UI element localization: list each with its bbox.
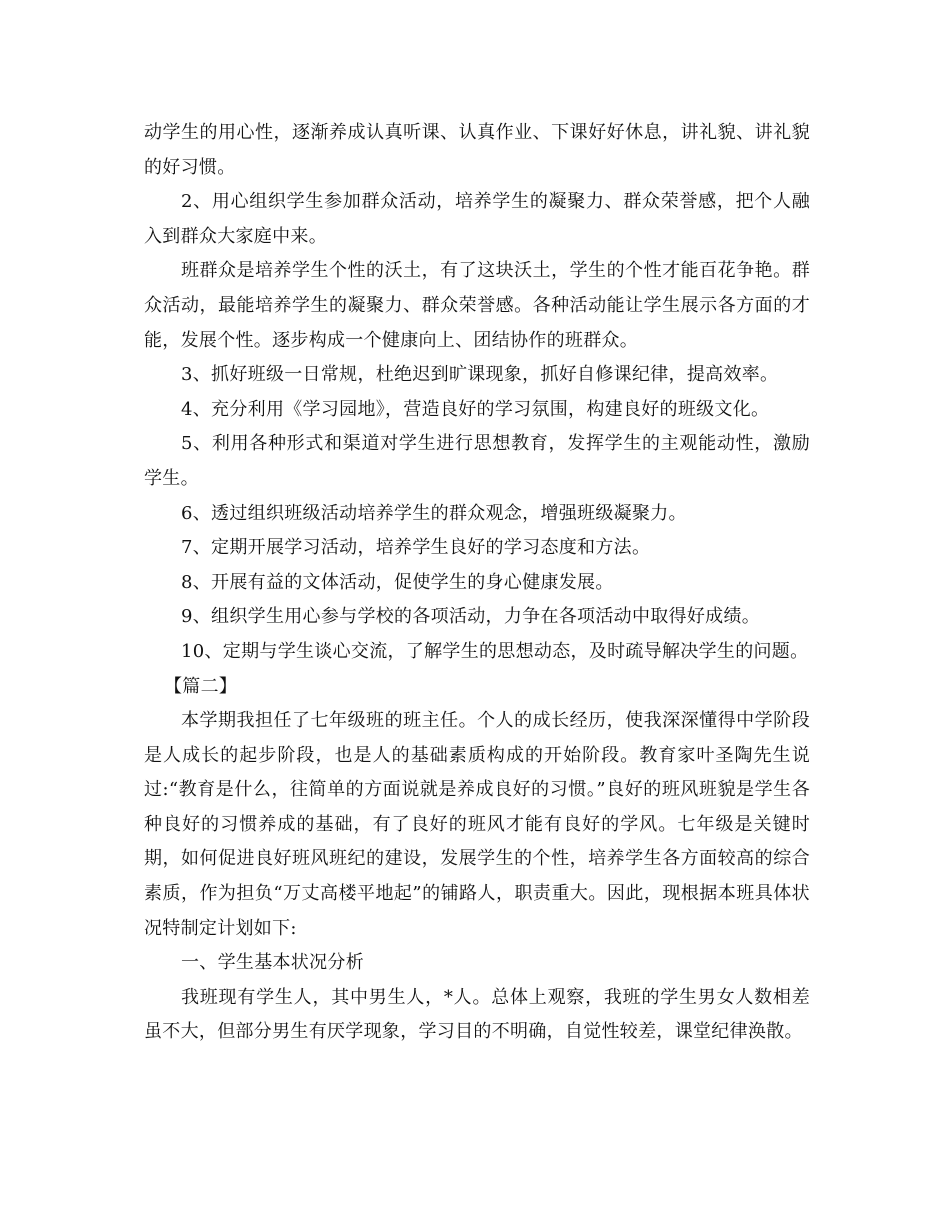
paragraph-item-10: 10、定期与学生谈心交流，了解学生的思想动态，及时疏导解决学生的问题。 — [181, 640, 809, 662]
document-body — [144, 116, 810, 1050]
paragraph-item-5: 5、利用各种形式和渠道对学生进行思想教育，发挥学生的主观能动性，激励学生。 — [144, 433, 810, 489]
section-heading-student-analysis: 一、学生基本状况分析 — [181, 952, 364, 974]
paragraph-student-analysis: 我班现有学生人，其中男生人，*人。总体上观察，我班的学生男女人数相差虽不大，但部分男生有厌学现象，学习目的不明确，自觉性较差，课堂纪律涣散。 — [144, 986, 810, 1043]
section-heading-part-two: 【篇二】 — [164, 675, 238, 697]
paragraph-item-7: 7、定期开展学习活动，培养学生良好的学习态度和方法。 — [181, 537, 651, 559]
paragraph-continuation: 动学生的用心性，逐渐养成认真听课、认真作业、下课好好休息，讲礼貌、讲礼貌的好习惯。 — [144, 122, 810, 178]
paragraph-item-6: 6、透过组织班级活动培养学生的群众观念，增强班级凝聚力。 — [181, 502, 687, 524]
paragraph-item-2: 2、用心组织学生参加群众活动，培养学生的凝聚力、群众荣誉感，把个人融入到群众大家庭中来。 — [144, 191, 810, 247]
paragraph-item-4: 4、充分利用《学习园地》，营造良好的学习氛围，构建良好的班级文化。 — [181, 398, 770, 420]
paragraph-class-activities: 班群众是培养学生个性的沃土，有了这块沃土，学生的个性才能百花争艳。群众活动，最能培养学生的凝聚力、群众荣誉感。各种活动能让学生展示各方面的才能，发展个性。逐步构成一个健康向上、团结协作的班群众。 — [144, 260, 810, 351]
paragraph-item-9: 9、组织学生用心参与学校的各项活动，力争在各项活动中取得好成绩。 — [181, 606, 761, 628]
paragraph-item-3: 3、抓好班级一日常规，杜绝迟到旷课现象，抓好自修课纪律，提高效率。 — [181, 364, 779, 386]
paragraph-intro-part-two: 本学期我担任了七年级班的班主任。个人的成长经历，使我深深懂得中学阶段是人成长的起步阶段，也是人的基础素质构成的开始阶段。教育家叶圣陶先生说过:“教育是什么，往简单的方面说就是养成良好的习惯。”良好的班风班貌是学生各种良好的习惯养成的基础，有了良好的班风才能有良好的学风。七年级是关键时期，如何促进良好班风班纪的建设，发展学生的个性，培养学生各方面较高的综合素质，作为担负“万丈高楼平地起”的铺路人，职责重大。因此，现根据本班具体状况特制定计划如下: — [144, 710, 810, 939]
paragraph-item-8: 8、开展有益的文体活动，促使学生的身心健康发展。 — [181, 571, 614, 593]
